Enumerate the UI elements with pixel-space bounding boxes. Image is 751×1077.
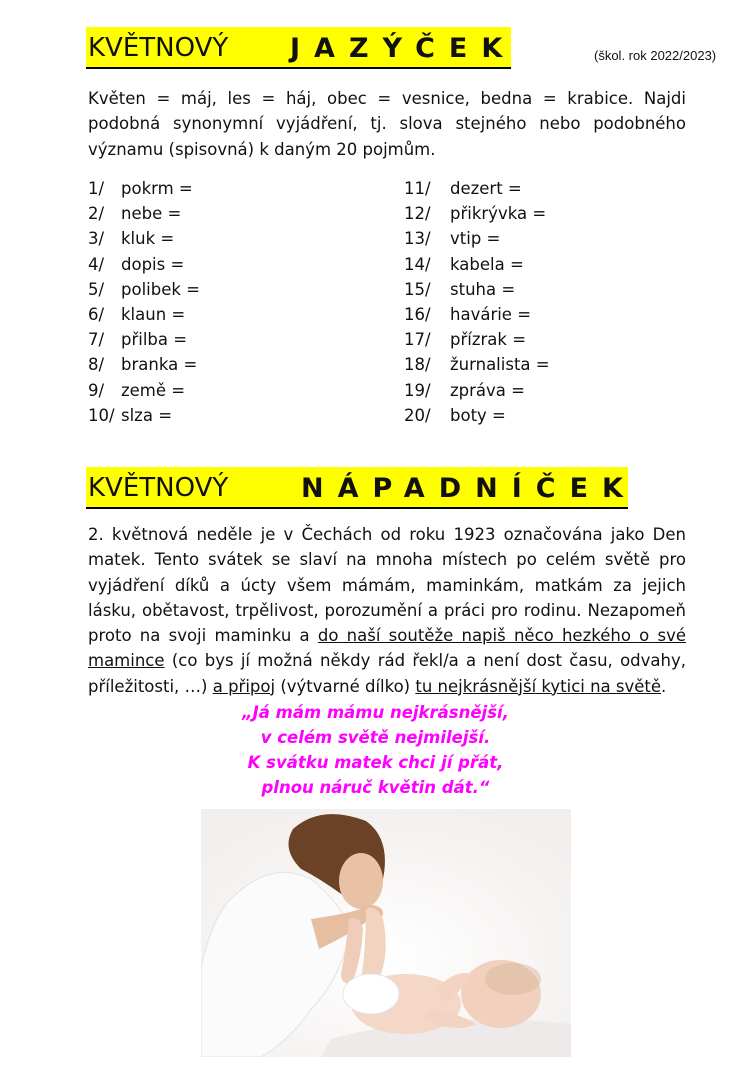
body-text-2: (co bys jí možná někdy rád řekl/a a není dost času, odvahy, příležitosti, …) — [88, 651, 686, 696]
section-word-kvetnovy: KVĚTNOVÝ — [88, 473, 229, 503]
right-item-word: kabela = — [450, 254, 524, 274]
left-item-word: země = — [121, 380, 186, 400]
school-year: (škol. rok 2022/2023) — [594, 48, 717, 63]
left-item-number: 7/ — [88, 330, 105, 350]
title-word-jazycek: JAZÝČEK — [290, 33, 517, 64]
left-item-word: přilba = — [121, 330, 188, 350]
left-item-number: 8/ — [88, 355, 105, 375]
body-underline-3: tu nejkrásnější kytici na světě — [415, 676, 662, 696]
right-item-number: 18/ — [404, 355, 431, 375]
left-item-number: 4/ — [88, 254, 105, 274]
right-item-word: žurnalista = — [450, 355, 550, 375]
right-item-word: dezert = — [450, 179, 522, 198]
right-item-word: vtip = — [450, 229, 501, 249]
poem-line-4: plnou náruč květin dát.“ — [261, 778, 490, 797]
poem-line-1: „Já mám mámu nejkrásnější, — [242, 703, 509, 722]
body-text-1: 2. květnová neděle je v Čechách od roku 1923 označována jako Den matek. Tento svátek se slaví na mnoha místech po celém světě pro vyjádření díků a úcty všem mámám, maminkám, matkám za jejich lásku, obětavost, trpělivost, porozumění a práci pro rodinu. Nezapomeň proto na svoji maminku a — [88, 525, 686, 646]
body-underline-2: a připoj — [212, 676, 276, 696]
left-item-word: klaun = — [121, 305, 186, 324]
section-highlight — [86, 467, 637, 509]
right-item-word: boty = — [450, 405, 506, 425]
left-item-number: 5/ — [88, 279, 105, 299]
poem — [0, 700, 751, 800]
left-item-word: nebe = — [121, 204, 182, 224]
left-item-number: 1/ — [88, 179, 105, 198]
mother-baby-photo — [201, 809, 571, 1057]
left-item-number: 3/ — [88, 229, 105, 249]
left-item-number: 6/ — [88, 305, 105, 324]
body-text-4: . — [661, 676, 667, 696]
section-word-napadnicek: NÁPADNÍČEK — [301, 473, 637, 504]
right-item-number: 16/ — [404, 305, 431, 324]
poem-line-3: K svátku matek chci jí přát, — [247, 753, 504, 772]
right-item-number: 19/ — [404, 380, 431, 400]
intro-paragraph: Květen = máj, les = háj, obec = vesnice, bedna = krabice. Najdi podobná synonymní vyjádření, tj. slova stejného nebo podobného významu (spisovná) k daným 20 pojmům. — [88, 89, 686, 159]
body-underline-1: do naší soutěže napiš něco hezkého o své mamince — [88, 626, 686, 671]
left-item-word: kluk = — [121, 229, 175, 249]
left-item-number: 10/ — [88, 405, 115, 425]
title-highlight — [86, 27, 517, 69]
right-item-number: 14/ — [404, 254, 431, 274]
left-item-word: dopis = — [121, 254, 185, 274]
title-word-kvetnovy: KVĚTNOVÝ — [88, 33, 229, 63]
right-item-number: 15/ — [404, 279, 431, 299]
left-item-number: 9/ — [88, 380, 105, 400]
right-item-word: havárie = — [450, 305, 532, 324]
right-item-number: 12/ — [404, 204, 431, 224]
right-item-number: 17/ — [404, 330, 431, 350]
body-text-3: (výtvarné dílko) — [275, 676, 416, 696]
poem-line-2: v celém světě nejmilejší. — [260, 728, 491, 747]
right-item-number: 11/ — [404, 179, 431, 198]
right-item-word: přikrývka = — [450, 204, 547, 224]
right-item-word: zpráva = — [450, 380, 525, 400]
left-item-word: branka = — [121, 355, 198, 375]
left-item-word: pokrm = — [121, 179, 193, 198]
left-item-word: polibek = — [121, 279, 200, 299]
right-item-word: přízrak = — [450, 330, 527, 350]
left-item-word: slza = — [121, 405, 173, 425]
right-item-number: 20/ — [404, 405, 431, 425]
left-item-number: 2/ — [88, 204, 105, 224]
right-item-word: stuha = — [450, 279, 516, 299]
body-paragraph — [88, 522, 686, 699]
right-item-number: 13/ — [404, 229, 431, 249]
